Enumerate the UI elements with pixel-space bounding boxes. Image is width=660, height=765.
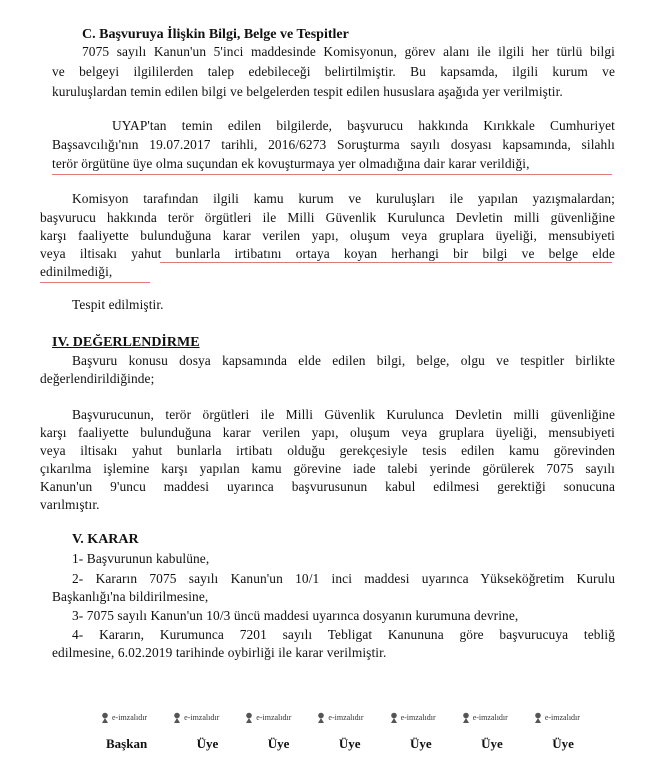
e-signature-stamp: e-imzalıdır <box>172 712 219 723</box>
text-line: 7075 sayılı Kanun'un 5'inci maddesinde Komisyonun, görev alanı ile ilgili her türlü bilgi <box>82 44 615 59</box>
signatory-member: Üye <box>552 736 574 751</box>
decision-item: edilmesine, 6.02.2019 tarihinde oybirliği ile karar verilmiştir. <box>52 645 387 660</box>
text-line: çıkarılma işlemine karşı yapılan kamu görevine iade talebi yerinde görülerek 7075 sayılı <box>40 461 615 476</box>
text-line: terör örgütüne üye olma suçundan ek kovuşturmaya yer olmadığına dair karar verildiği, <box>52 156 530 171</box>
text-line: Başvuru konusu dosya kapsamında elde edilen bilgi, belge, olgu ve tespitler birlikte <box>72 353 615 368</box>
text-line: Başvurucunun, terör örgütleri ile Milli Güvenlik Kurulunca Devletin milli güvenliğine <box>72 407 615 422</box>
underline-mark <box>160 262 612 263</box>
e-signature-stamp: e-imzalıdır <box>100 712 147 723</box>
text-line: UYAP'tan temin edilen bilgilerde, başvurucu hakkında Kırıkkale Cumhuriyet <box>112 118 615 133</box>
text-line: veya iltisakı yahut bunlarla irtibatı olduğu gerekçesiyle tesis edilen kamu görevinden <box>40 443 615 458</box>
e-signature-stamp: e-imzalıdır <box>461 712 508 723</box>
decision-item: 1- Başvurunun kabulüne, <box>72 551 210 566</box>
seal-icon <box>244 712 254 723</box>
e-signature-stamp: e-imzalıdır <box>533 712 580 723</box>
seal-icon <box>461 712 471 723</box>
decision-item: 3- 7075 sayılı Kanun'un 10/3 üncü maddesi uyarınca dosyanın kurumuna devrine, <box>72 608 519 623</box>
text-line: karşı faaliyette bulunduğuna karar verilen yapı, oluşum veya gruplara üyeliği, mensubiyeti <box>40 228 615 243</box>
text-line: Başsavcılığı'nın 19.07.2017 tarihli, 2016/6273 Soruşturma sayılı dosyası kapsamında, silahlı <box>52 137 615 152</box>
decision-item: 4- Kararın, Kurumunca 7201 sayılı Tebligat Kanununa göre başvurucuya tebliğ <box>72 627 615 642</box>
seal-icon <box>533 712 543 723</box>
signature-stamps <box>100 712 580 723</box>
text-line: Kanun'un 9'uncu maddesi uyarınca başvurusunun kabul edilmesi gerektiği sonucuna <box>40 479 615 494</box>
section-c-heading: C. Başvuruya İlişkin Bilgi, Belge ve Tespitler <box>82 27 349 42</box>
section-iv-heading: IV. DEĞERLENDİRME <box>52 335 200 350</box>
e-signature-stamp: e-imzalıdır <box>316 712 363 723</box>
text-line: edinilmediği, <box>40 264 113 279</box>
e-signature-stamp: e-imzalıdır <box>244 712 291 723</box>
signatory-names <box>106 736 574 752</box>
signatory-member: Üye <box>481 736 503 751</box>
text-line: karşı faaliyette bulunduğuna karar verilen yapı, oluşum veya gruplara üyeliği, mensubiyeti <box>40 425 615 440</box>
e-signature-stamp: e-imzalıdır <box>389 712 436 723</box>
signatory-chair: Başkan <box>106 736 148 751</box>
underline-mark <box>52 174 612 175</box>
seal-icon <box>389 712 399 723</box>
seal-icon <box>100 712 110 723</box>
decision-item: 2- Kararın 7075 sayılı Kanun'un 10/1 inci maddesi uyarınca Yükseköğretim Kurulu <box>72 571 615 586</box>
signatory-member: Üye <box>410 736 432 751</box>
decision-item: Başkanlığı'na bildirilmesine, <box>52 589 209 604</box>
text-line: Komisyon tarafından ilgili kamu kurum ve kuruluşları ile yapılan yazışmalardan; <box>72 191 615 206</box>
text-line: kuruluşlardan temin edilen bilgi ve belgelerden tespit edilen hususlara aşağıda yer verilmiştir. <box>52 84 563 99</box>
text-line: Tespit edilmiştir. <box>72 297 164 312</box>
text-line: varılmıştır. <box>40 497 100 512</box>
section-v-heading: V. KARAR <box>72 532 139 547</box>
underline-mark <box>40 282 150 283</box>
text-line: ve belgeyi ilgililerden talep edebileceği belirtilmiştir. Bu kapsamda, ilgili kurum ve <box>52 64 615 79</box>
text-line: veya iltisakı yahut bunlarla irtibatını ortaya koyan herhangi bir bilgi ve belge elde <box>40 246 615 261</box>
signatory-member: Üye <box>267 736 290 751</box>
signatory-member: Üye <box>196 736 219 751</box>
seal-icon <box>316 712 326 723</box>
text-line: değerlendirildiğinde; <box>40 371 155 386</box>
text-line: başvurucu hakkında terör örgütleri ile Milli Güvenlik Kurulunca Devletin milli güvenliğine <box>40 210 615 225</box>
signatory-member: Üye <box>338 736 361 751</box>
seal-icon <box>172 712 182 723</box>
